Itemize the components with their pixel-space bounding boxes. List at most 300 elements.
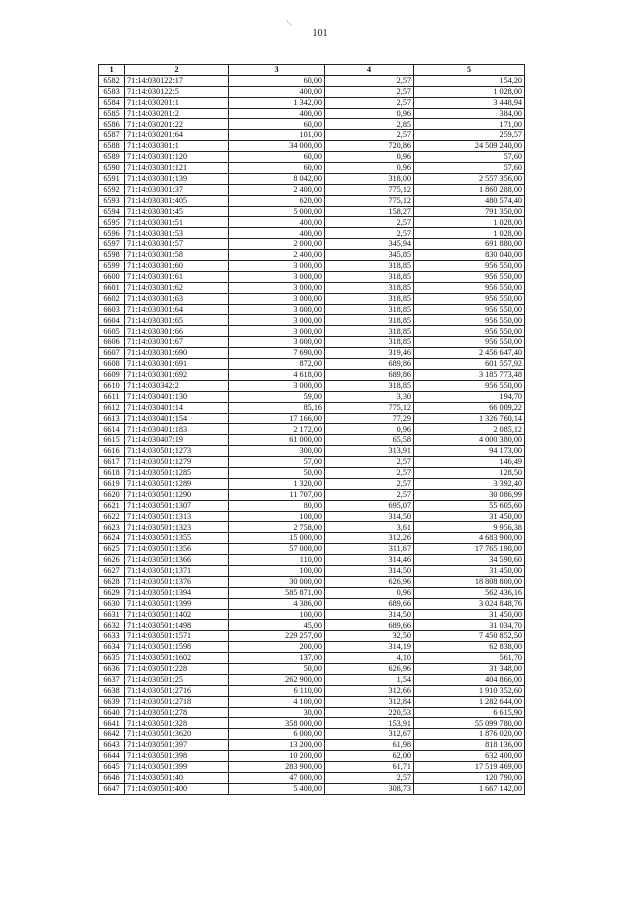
- table-row: [99, 217, 525, 228]
- row-number-cell: 6625: [99, 544, 125, 555]
- cadastral-number-cell: 71:14:030501:400: [125, 783, 229, 794]
- table-row: [99, 293, 525, 304]
- area-cell: 3 000,00: [229, 315, 325, 326]
- area-cell: 15 000,00: [229, 533, 325, 544]
- value-cell: 171,00: [414, 119, 525, 130]
- table-row: [99, 598, 525, 609]
- area-cell: 45,00: [229, 620, 325, 631]
- row-number-cell: 6585: [99, 108, 125, 119]
- area-cell: 2 000,00: [229, 239, 325, 250]
- row-number-cell: 6616: [99, 446, 125, 457]
- table-row: [99, 337, 525, 348]
- row-number-cell: 6631: [99, 609, 125, 620]
- table-row: [99, 642, 525, 653]
- value-cell: 62 838,00: [414, 642, 525, 653]
- table-row: [99, 348, 525, 359]
- area-cell: 101,00: [229, 130, 325, 141]
- value-cell: 818 136,00: [414, 740, 525, 751]
- row-number-cell: 6614: [99, 424, 125, 435]
- rate-cell: 2,57: [325, 75, 414, 86]
- table-row: [99, 206, 525, 217]
- value-cell: 57,60: [414, 163, 525, 174]
- table-row: [99, 119, 525, 130]
- rate-cell: 318,85: [325, 271, 414, 282]
- area-cell: 13 200,00: [229, 740, 325, 751]
- table-row: [99, 402, 525, 413]
- rate-cell: 2,57: [325, 489, 414, 500]
- row-number-cell: 6619: [99, 478, 125, 489]
- cadastral-number-cell: 71:14:030301:1: [125, 141, 229, 152]
- area-cell: 3 000,00: [229, 282, 325, 293]
- cadastral-number-cell: 71:14:030401:154: [125, 413, 229, 424]
- rate-cell: 775,12: [325, 195, 414, 206]
- row-number-cell: 6586: [99, 119, 125, 130]
- value-cell: 4 000 380,00: [414, 435, 525, 446]
- cadastral-number-cell: 71:14:030501:40: [125, 772, 229, 783]
- area-cell: 2 400,00: [229, 250, 325, 261]
- rate-cell: 313,91: [325, 446, 414, 457]
- area-cell: 2 758,00: [229, 522, 325, 533]
- cadastral-number-cell: 71:14:030501:1376: [125, 576, 229, 587]
- row-number-cell: 6596: [99, 228, 125, 239]
- value-cell: 154,20: [414, 75, 525, 86]
- table-row: [99, 576, 525, 587]
- table-row: [99, 587, 525, 598]
- row-number-cell: 6647: [99, 783, 125, 794]
- row-number-cell: 6629: [99, 587, 125, 598]
- rate-cell: 3,30: [325, 391, 414, 402]
- row-number-cell: 6612: [99, 402, 125, 413]
- cadastral-number-cell: 71:14:030301:62: [125, 282, 229, 293]
- row-number-cell: 6633: [99, 631, 125, 642]
- value-cell: 404 866,00: [414, 674, 525, 685]
- value-cell: 94 173,00: [414, 446, 525, 457]
- table-row: [99, 522, 525, 533]
- table-row: [99, 195, 525, 206]
- table-row: [99, 685, 525, 696]
- row-number-cell: 6584: [99, 97, 125, 108]
- row-number-cell: 6582: [99, 75, 125, 86]
- value-cell: 17 765 190,00: [414, 544, 525, 555]
- rate-cell: 0,96: [325, 163, 414, 174]
- table-row: [99, 489, 525, 500]
- value-cell: 1 910 352,60: [414, 685, 525, 696]
- header-row: [99, 65, 525, 76]
- value-cell: 146,49: [414, 457, 525, 468]
- value-cell: 1 028,00: [414, 217, 525, 228]
- area-cell: 47 000,00: [229, 772, 325, 783]
- row-number-cell: 6628: [99, 576, 125, 587]
- table-row: [99, 478, 525, 489]
- value-cell: 480 574,40: [414, 195, 525, 206]
- cadastral-number-cell: 71:14:030301:67: [125, 337, 229, 348]
- table-row: [99, 435, 525, 446]
- cadastral-number-cell: 71:14:030501:1598: [125, 642, 229, 653]
- cadastral-number-cell: 71:14:030501:1402: [125, 609, 229, 620]
- area-cell: 358 000,00: [229, 718, 325, 729]
- table-row: [99, 772, 525, 783]
- area-cell: 300,00: [229, 446, 325, 457]
- value-cell: 31 450,00: [414, 565, 525, 576]
- rate-cell: 2,57: [325, 217, 414, 228]
- row-number-cell: 6602: [99, 293, 125, 304]
- value-cell: 18 808 800,00: [414, 576, 525, 587]
- value-cell: 1 326 760,14: [414, 413, 525, 424]
- row-number-cell: 6610: [99, 380, 125, 391]
- area-cell: 3 000,00: [229, 271, 325, 282]
- area-cell: 17 166,00: [229, 413, 325, 424]
- value-cell: 956 550,00: [414, 261, 525, 272]
- area-cell: 400,00: [229, 86, 325, 97]
- row-number-cell: 6618: [99, 467, 125, 478]
- cadastral-number-cell: 71:14:030501:1313: [125, 511, 229, 522]
- area-cell: 400,00: [229, 217, 325, 228]
- table-row: [99, 740, 525, 751]
- area-cell: 585 871,00: [229, 587, 325, 598]
- rate-cell: 318,85: [325, 304, 414, 315]
- cadastral-number-cell: 71:14:030501:1289: [125, 478, 229, 489]
- rate-cell: 61,71: [325, 762, 414, 773]
- cadastral-number-cell: 71:14:030301:691: [125, 359, 229, 370]
- table-row: [99, 108, 525, 119]
- rate-cell: 689,86: [325, 359, 414, 370]
- row-number-cell: 6622: [99, 511, 125, 522]
- value-cell: 194,70: [414, 391, 525, 402]
- row-number-cell: 6605: [99, 326, 125, 337]
- value-cell: 66 009,22: [414, 402, 525, 413]
- table-row: [99, 228, 525, 239]
- table-row: [99, 239, 525, 250]
- value-cell: 830 040,00: [414, 250, 525, 261]
- value-cell: 4 683 900,00: [414, 533, 525, 544]
- row-number-cell: 6607: [99, 348, 125, 359]
- rate-cell: 2,57: [325, 772, 414, 783]
- value-cell: 956 550,00: [414, 315, 525, 326]
- area-cell: 2 400,00: [229, 184, 325, 195]
- area-cell: 5 400,00: [229, 783, 325, 794]
- row-number-cell: 6624: [99, 533, 125, 544]
- rate-cell: 2,57: [325, 478, 414, 489]
- row-number-cell: 6615: [99, 435, 125, 446]
- table-row: [99, 729, 525, 740]
- rate-cell: 0,96: [325, 587, 414, 598]
- row-number-cell: 6643: [99, 740, 125, 751]
- area-cell: 6 110,00: [229, 685, 325, 696]
- row-number-cell: 6609: [99, 369, 125, 380]
- table-row: [99, 326, 525, 337]
- page-number: 101: [312, 28, 328, 39]
- rate-cell: 2,85: [325, 119, 414, 130]
- cadastral-number-cell: 71:14:030301:121: [125, 163, 229, 174]
- table-row: [99, 261, 525, 272]
- cadastral-number-cell: 71:14:030301:58: [125, 250, 229, 261]
- rate-cell: 318,85: [325, 380, 414, 391]
- rate-cell: 345,94: [325, 239, 414, 250]
- cadastral-number-cell: 71:14:030301:690: [125, 348, 229, 359]
- table-row: [99, 663, 525, 674]
- rate-cell: 2,57: [325, 228, 414, 239]
- cadastral-number-cell: 71:14:030501:1307: [125, 500, 229, 511]
- rate-cell: 314,46: [325, 555, 414, 566]
- cadastral-number-cell: 71:14:030501:1399: [125, 598, 229, 609]
- value-cell: 17 519 469,00: [414, 762, 525, 773]
- rate-cell: 3,61: [325, 522, 414, 533]
- area-cell: 2 172,00: [229, 424, 325, 435]
- cadastral-number-cell: 71:14:030201:22: [125, 119, 229, 130]
- cadastral-number-cell: 71:14:030501:1498: [125, 620, 229, 631]
- column-header: 5: [414, 65, 525, 76]
- rate-cell: 2,57: [325, 97, 414, 108]
- rate-cell: 318,85: [325, 293, 414, 304]
- table-row: [99, 391, 525, 402]
- area-cell: 50,00: [229, 663, 325, 674]
- rate-cell: 314,50: [325, 609, 414, 620]
- value-cell: 31 450,00: [414, 609, 525, 620]
- rate-cell: 318,85: [325, 326, 414, 337]
- value-cell: 956 550,00: [414, 293, 525, 304]
- area-cell: 283 900,00: [229, 762, 325, 773]
- area-cell: 60,00: [229, 119, 325, 130]
- value-cell: 2 456 647,40: [414, 348, 525, 359]
- value-cell: 2 557 356,00: [414, 173, 525, 184]
- cadastral-number-cell: 71:14:030342:2: [125, 380, 229, 391]
- cadastral-number-cell: 71:14:030122:17: [125, 75, 229, 86]
- row-number-cell: 6608: [99, 359, 125, 370]
- row-number-cell: 6583: [99, 86, 125, 97]
- area-cell: 59,00: [229, 391, 325, 402]
- row-number-cell: 6606: [99, 337, 125, 348]
- rate-cell: 312,26: [325, 533, 414, 544]
- area-cell: 8 042,00: [229, 173, 325, 184]
- rate-cell: 775,12: [325, 184, 414, 195]
- area-cell: 60,00: [229, 152, 325, 163]
- cadastral-number-cell: 71:14:030301:45: [125, 206, 229, 217]
- value-cell: 9 956,38: [414, 522, 525, 533]
- cadastral-number-cell: 71:14:030501:3620: [125, 729, 229, 740]
- rate-cell: 62,00: [325, 751, 414, 762]
- cadastral-number-cell: 71:14:030501:1394: [125, 587, 229, 598]
- table-row: [99, 304, 525, 315]
- row-number-cell: 6590: [99, 163, 125, 174]
- row-number-cell: 6588: [99, 141, 125, 152]
- value-cell: 956 550,00: [414, 271, 525, 282]
- row-number-cell: 6587: [99, 130, 125, 141]
- row-number-cell: 6598: [99, 250, 125, 261]
- cadastral-number-cell: 71:14:030501:1371: [125, 565, 229, 576]
- area-cell: 60,00: [229, 75, 325, 86]
- row-number-cell: 6642: [99, 729, 125, 740]
- row-number-cell: 6632: [99, 620, 125, 631]
- rate-cell: 2,57: [325, 467, 414, 478]
- value-cell: 34 590,60: [414, 555, 525, 566]
- value-cell: 956 550,00: [414, 337, 525, 348]
- rate-cell: 312,67: [325, 729, 414, 740]
- rate-cell: 775,12: [325, 402, 414, 413]
- rate-cell: 220,53: [325, 707, 414, 718]
- cadastral-number-cell: 71:14:030501:1602: [125, 653, 229, 664]
- cadastral-number-cell: 71:14:030401:130: [125, 391, 229, 402]
- row-number-cell: 6644: [99, 751, 125, 762]
- rate-cell: 720,86: [325, 141, 414, 152]
- value-cell: 55 099 780,00: [414, 718, 525, 729]
- cadastral-number-cell: 71:14:030501:397: [125, 740, 229, 751]
- area-cell: 100,00: [229, 565, 325, 576]
- area-cell: 200,00: [229, 642, 325, 653]
- rate-cell: 314,50: [325, 511, 414, 522]
- row-number-cell: 6638: [99, 685, 125, 696]
- value-cell: 1 860 288,00: [414, 184, 525, 195]
- rate-cell: 0,96: [325, 108, 414, 119]
- table-row: [99, 315, 525, 326]
- value-cell: 3 024 848,76: [414, 598, 525, 609]
- cadastral-number-cell: 71:14:030301:66: [125, 326, 229, 337]
- rate-cell: 689,66: [325, 620, 414, 631]
- area-cell: 85,16: [229, 402, 325, 413]
- cadastral-number-cell: 71:14:030501:1571: [125, 631, 229, 642]
- value-cell: 1 028,00: [414, 86, 525, 97]
- cadastral-number-cell: 71:14:030301:65: [125, 315, 229, 326]
- rate-cell: 2,57: [325, 130, 414, 141]
- cadastral-number-cell: 71:14:030301:51: [125, 217, 229, 228]
- table-row: [99, 783, 525, 794]
- row-number-cell: 6599: [99, 261, 125, 272]
- table-body: [99, 75, 525, 794]
- value-cell: 7 450 852,50: [414, 631, 525, 642]
- row-number-cell: 6636: [99, 663, 125, 674]
- rate-cell: 626,96: [325, 663, 414, 674]
- rate-cell: 2,57: [325, 86, 414, 97]
- value-cell: 6 615,90: [414, 707, 525, 718]
- cadastral-number-cell: 71:14:030301:53: [125, 228, 229, 239]
- table-row: [99, 369, 525, 380]
- table-row: [99, 500, 525, 511]
- row-number-cell: 6603: [99, 304, 125, 315]
- row-number-cell: 6613: [99, 413, 125, 424]
- value-cell: 632 400,00: [414, 751, 525, 762]
- row-number-cell: 6600: [99, 271, 125, 282]
- cadastral-number-cell: 71:14:030301:139: [125, 173, 229, 184]
- row-number-cell: 6634: [99, 642, 125, 653]
- area-cell: 100,00: [229, 609, 325, 620]
- row-number-cell: 6621: [99, 500, 125, 511]
- rate-cell: 314,50: [325, 565, 414, 576]
- value-cell: 1 876 020,00: [414, 729, 525, 740]
- area-cell: 57,00: [229, 457, 325, 468]
- row-number-cell: 6623: [99, 522, 125, 533]
- value-cell: 1 667 142,00: [414, 783, 525, 794]
- area-cell: 3 000,00: [229, 293, 325, 304]
- table-row: [99, 620, 525, 631]
- value-cell: 601 557,92: [414, 359, 525, 370]
- table-row: [99, 544, 525, 555]
- table-row: [99, 565, 525, 576]
- table-row: [99, 707, 525, 718]
- cadastral-number-cell: 71:14:030501:278: [125, 707, 229, 718]
- rate-cell: 318,85: [325, 315, 414, 326]
- value-cell: 3 392,40: [414, 478, 525, 489]
- area-cell: 400,00: [229, 228, 325, 239]
- table-row: [99, 86, 525, 97]
- area-cell: 30 000,00: [229, 576, 325, 587]
- table-row: [99, 163, 525, 174]
- rate-cell: 318,85: [325, 282, 414, 293]
- rate-cell: 626,96: [325, 576, 414, 587]
- area-cell: 7 690,00: [229, 348, 325, 359]
- row-number-cell: 6637: [99, 674, 125, 685]
- cadastral-number-cell: 71:14:030501:1285: [125, 467, 229, 478]
- row-number-cell: 6601: [99, 282, 125, 293]
- row-number-cell: 6640: [99, 707, 125, 718]
- table-row: [99, 184, 525, 195]
- table-row: [99, 674, 525, 685]
- cadastral-number-cell: 71:14:030501:1366: [125, 555, 229, 566]
- cadastral-number-cell: 71:14:030301:63: [125, 293, 229, 304]
- table-row: [99, 631, 525, 642]
- table-row: [99, 359, 525, 370]
- value-cell: 24 509 240,00: [414, 141, 525, 152]
- table-row: [99, 380, 525, 391]
- row-number-cell: 6626: [99, 555, 125, 566]
- cadastral-number-cell: 71:14:030501:25: [125, 674, 229, 685]
- cadastral-number-cell: 71:14:030201:1: [125, 97, 229, 108]
- rate-cell: 77,29: [325, 413, 414, 424]
- rate-cell: 0,96: [325, 424, 414, 435]
- row-number-cell: 6591: [99, 173, 125, 184]
- rate-cell: 695,07: [325, 500, 414, 511]
- row-number-cell: 6617: [99, 457, 125, 468]
- rate-cell: 689,66: [325, 598, 414, 609]
- cadastral-number-cell: 71:14:030301:120: [125, 152, 229, 163]
- value-cell: 384,00: [414, 108, 525, 119]
- row-number-cell: 6627: [99, 565, 125, 576]
- table-row: [99, 653, 525, 664]
- row-number-cell: 6593: [99, 195, 125, 206]
- table-row: [99, 555, 525, 566]
- area-cell: 100,00: [229, 511, 325, 522]
- area-cell: 6 000,00: [229, 729, 325, 740]
- value-cell: 3 185 773,48: [414, 369, 525, 380]
- area-cell: 30,00: [229, 707, 325, 718]
- row-number-cell: 6592: [99, 184, 125, 195]
- table-row: [99, 457, 525, 468]
- cadastral-number-cell: 71:14:030501:2718: [125, 696, 229, 707]
- scan-marks: \ ,: [287, 20, 292, 26]
- cadastral-number-cell: 71:14:030501:1273: [125, 446, 229, 457]
- table-row: [99, 609, 525, 620]
- cadastral-number-cell: 71:14:030501:328: [125, 718, 229, 729]
- table-row: [99, 696, 525, 707]
- table-row: [99, 413, 525, 424]
- area-cell: 34 000,00: [229, 141, 325, 152]
- table-row: [99, 97, 525, 108]
- area-cell: 110,00: [229, 555, 325, 566]
- cadastral-number-cell: 71:14:030501:1290: [125, 489, 229, 500]
- column-header: 1: [99, 65, 125, 76]
- area-cell: 3 000,00: [229, 304, 325, 315]
- cadastral-number-cell: 71:14:030201:64: [125, 130, 229, 141]
- area-cell: 3 000,00: [229, 261, 325, 272]
- value-cell: 956 550,00: [414, 326, 525, 337]
- column-header: 2: [125, 65, 229, 76]
- rate-cell: 308,73: [325, 783, 414, 794]
- rate-cell: 153,91: [325, 718, 414, 729]
- table-row: [99, 141, 525, 152]
- cadastral-number-cell: 71:14:030301:57: [125, 239, 229, 250]
- cadastral-number-cell: 71:14:030301:64: [125, 304, 229, 315]
- cadastral-number-cell: 71:14:030501:2716: [125, 685, 229, 696]
- area-cell: 137,00: [229, 653, 325, 664]
- rate-cell: 1,54: [325, 674, 414, 685]
